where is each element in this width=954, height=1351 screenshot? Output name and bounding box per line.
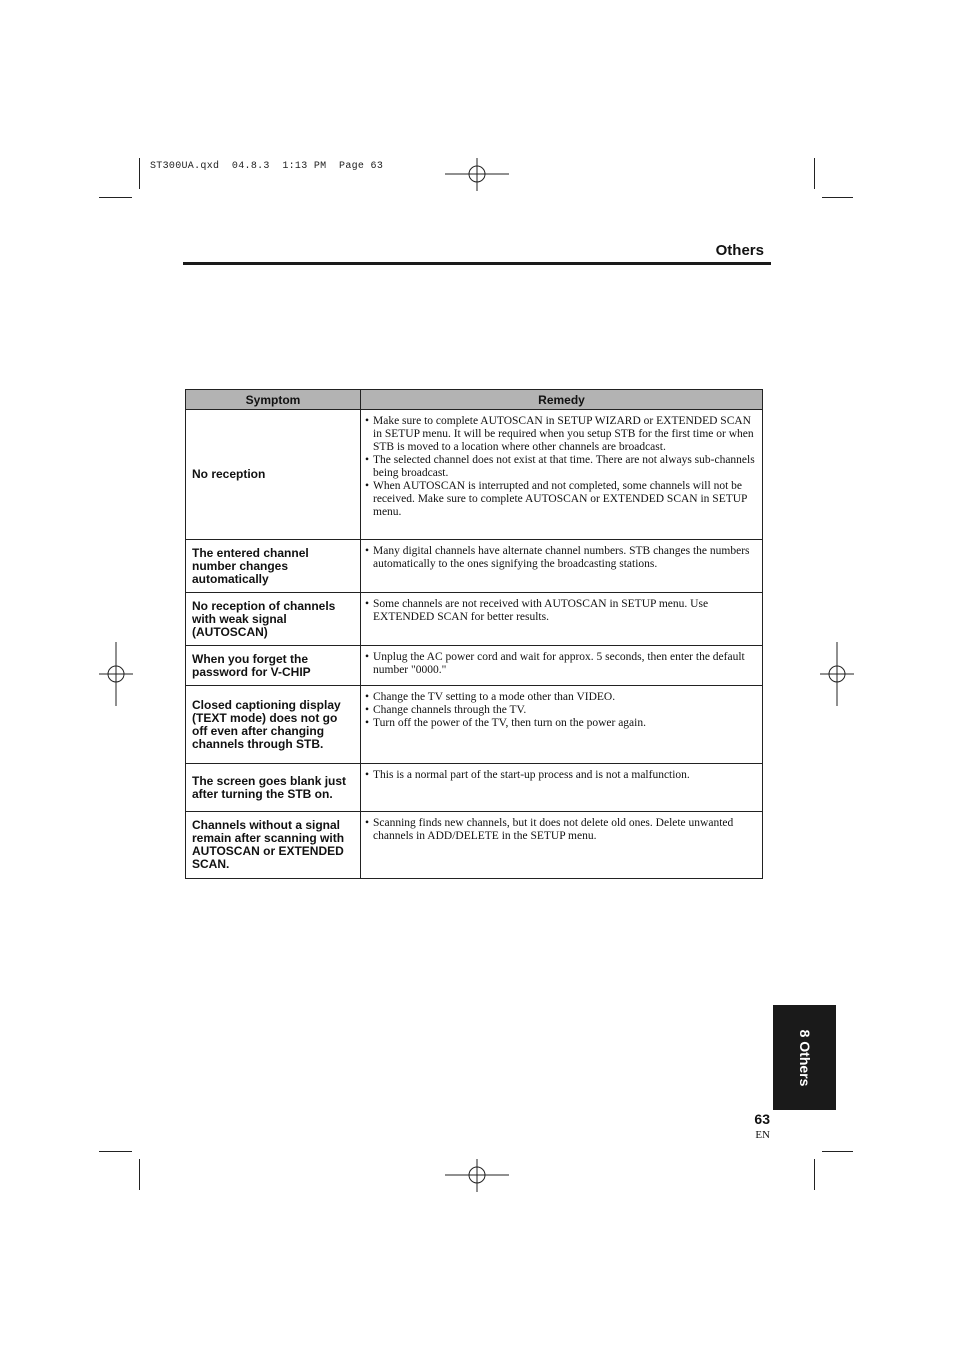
remedy-item: • Some channels are not received with AUTOSCAN in SETUP menu. Use EXTENDED SCAN for better results. [365,598,756,624]
table-row [186,410,763,540]
table-row [186,764,763,812]
remedy-cell [361,764,763,812]
crop-mark [814,1159,815,1190]
remedy-cell [361,593,763,646]
crop-mark [99,1151,132,1152]
chapter-tab-label: 8 Others [796,1029,813,1086]
chapter-tab [773,1005,836,1110]
remedy-item: • Scanning finds new channels, but it does not delete old ones. Delete unwanted channels in ADD/DELETE in the SETUP menu. [365,817,756,843]
symptom-cell: No reception of channels with weak signal (AUTOSCAN) [186,593,361,646]
remedy-cell [361,410,763,540]
header-rule [183,262,771,265]
remedy-cell [361,686,763,764]
remedy-cell [361,540,763,593]
section-title: Others [715,242,764,259]
remedy-cell [361,646,763,686]
crop-mark [139,1159,140,1190]
crop-mark [822,1151,853,1152]
crop-mark [822,197,853,198]
table-row [186,593,763,646]
registration-mark-icon [445,1159,509,1192]
table-row [186,812,763,879]
crop-mark [139,158,140,189]
symptom-cell: Channels without a signal remain after scanning with AUTOSCAN or EXTENDED SCAN. [186,812,361,879]
registration-mark-icon [99,642,133,706]
remedy-item: • Many digital channels have alternate channel numbers. STB changes the numbers automatically to the ones signifying the broadcasting stations. [365,545,756,571]
remedy-cell [361,812,763,879]
troubleshooting-table [185,389,763,879]
crop-mark [99,197,132,198]
registration-mark-icon [820,642,854,706]
crop-mark [814,158,815,189]
remedy-item: • When AUTOSCAN is interrupted and not completed, some channels will not be received. Make sure to complete AUTOSCAN or EXTENDED SCAN in SETUP menu. [365,480,756,519]
symptom-cell: Closed captioning display (TEXT mode) does not go off even after changing channels through STB. [186,686,361,764]
table-row [186,540,763,593]
symptom-cell: No reception [186,410,361,540]
table-row [186,646,763,686]
print-slug: ST300UA.qxd 04.8.3 1:13 PM Page 63 [150,161,384,172]
table-header-row [186,390,763,410]
remedy-item: • Make sure to complete AUTOSCAN in SETUP WIZARD or EXTENDED SCAN in SETUP menu. It will be required when you setup STB for the first time or when STB is moved to a location where other channels are broadcast. [365,415,756,454]
remedy-item: • This is a normal part of the start-up process and is not a malfunction. [365,769,756,782]
symptom-column-header: Symptom [186,390,361,410]
page-number: 63 [754,1111,770,1127]
remedy-item: • The selected channel does not exist at that time. There are not always sub-channels being broadcast. [365,454,756,480]
symptom-cell: The entered channel number changes automatically [186,540,361,593]
symptom-cell: When you forget the password for V-CHIP [186,646,361,686]
remedy-item: • Change the TV setting to a mode other than VIDEO. [365,691,756,704]
remedy-item: • Turn off the power of the TV, then turn on the power again. [365,717,756,730]
remedy-item: • Unplug the AC power cord and wait for approx. 5 seconds, then enter the default number "0000." [365,651,756,677]
remedy-column-header: Remedy [361,390,763,410]
language-code: EN [755,1129,770,1141]
table-row [186,686,763,764]
symptom-cell: The screen goes blank just after turning the STB on. [186,764,361,812]
remedy-item: • Change channels through the TV. [365,704,756,717]
registration-mark-icon [445,158,509,191]
